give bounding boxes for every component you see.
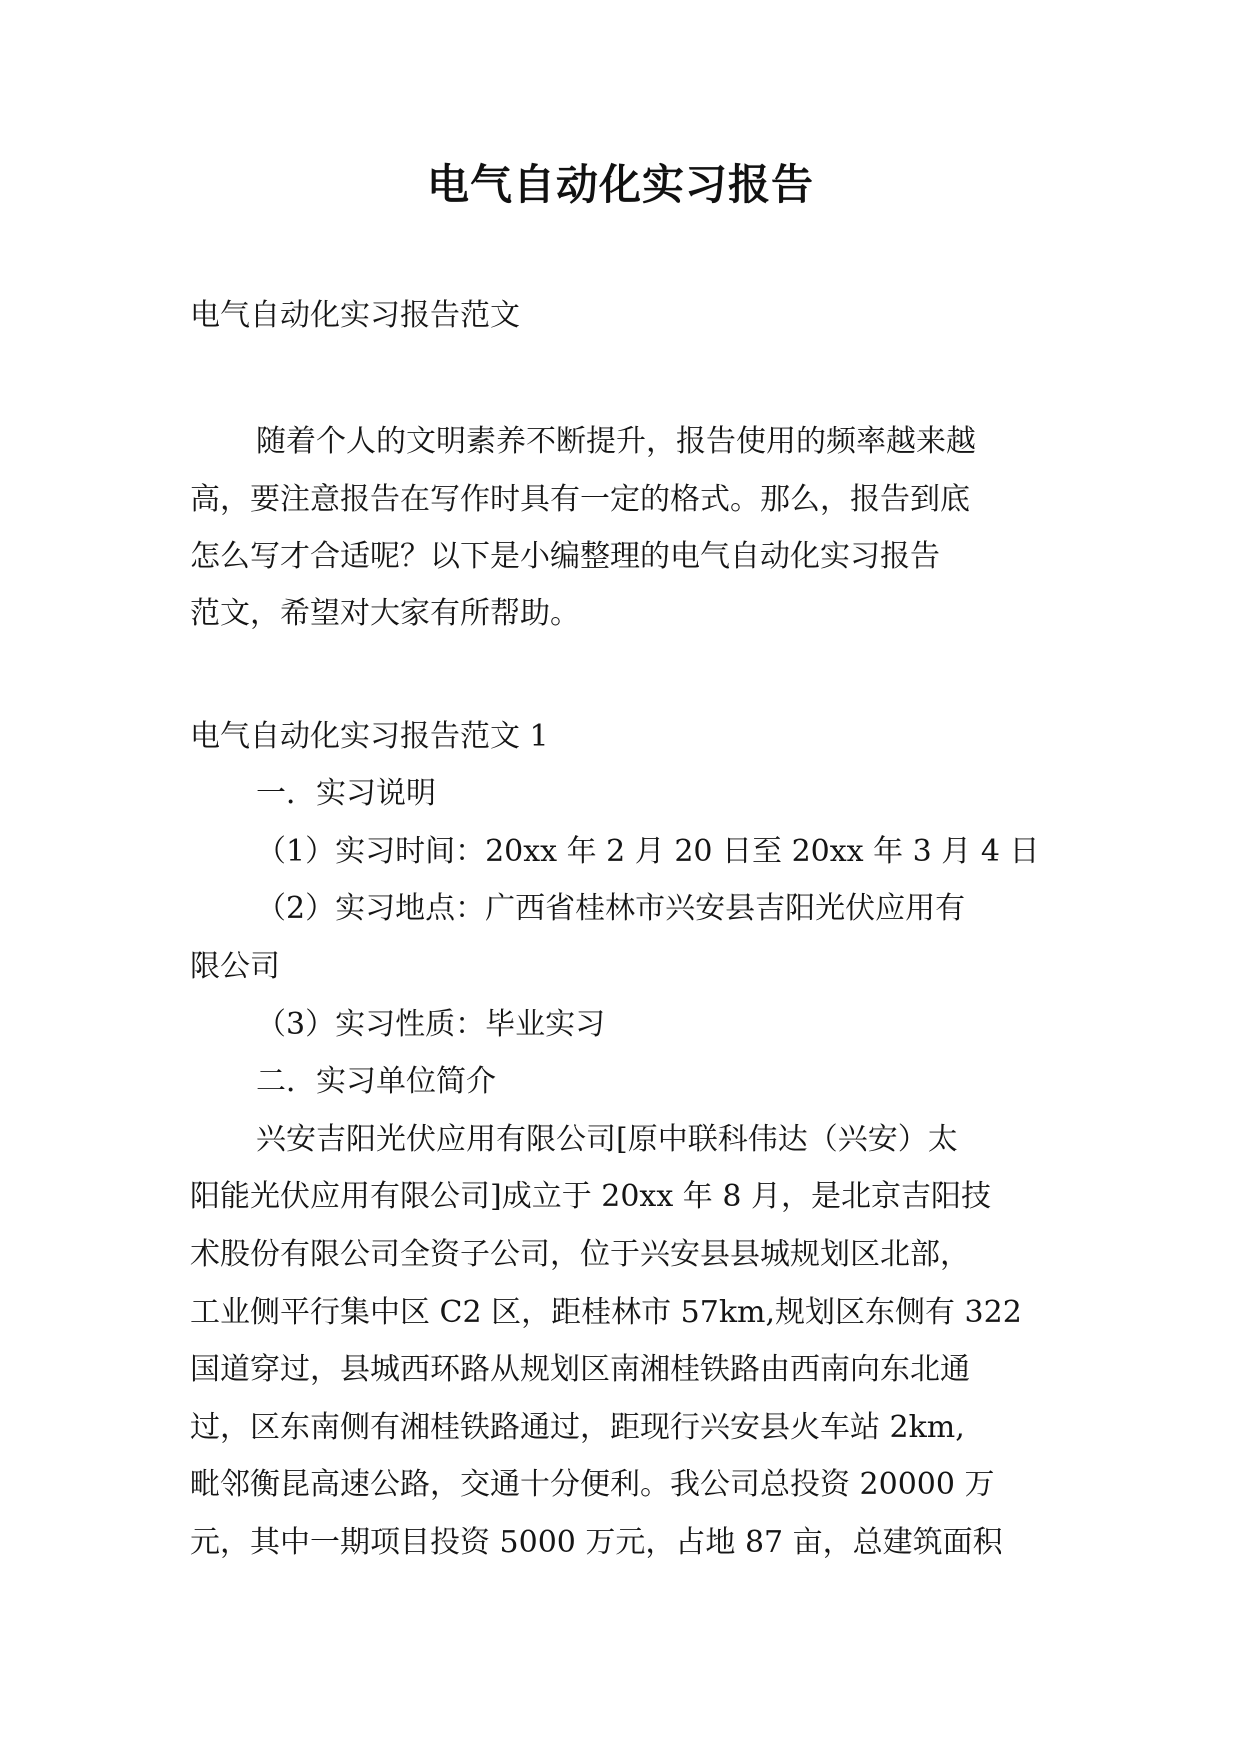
body-line: 术股份有限公司全资子公司，位于兴安县县城规划区北部， <box>190 1237 970 1272</box>
document-title: 电气自动化实习报告 <box>426 160 814 209</box>
body-line: 元，其中一期项目投资 5000 万元，占地 87 亩，总建筑面积 <box>190 1525 1003 1560</box>
body-line: 阳能光伏应用有限公司]成立于 20xx 年 8 月，是北京吉阳技 <box>190 1179 991 1214</box>
heading-company-intro: 二．实习单位简介 <box>256 1064 496 1099</box>
body-line: 过，区东南侧有湘桂铁路通过，距现行兴安县火车站 2km, <box>190 1410 965 1445</box>
document-subtitle: 电气自动化实习报告范文 <box>190 298 520 333</box>
item-internship-location: （2）实习地点：广西省桂林市兴安县吉阳光伏应用有 <box>256 891 966 926</box>
item-internship-nature: （3）实习性质：毕业实习 <box>256 1007 606 1042</box>
section-title: 电气自动化实习报告范文 1 <box>190 719 549 754</box>
body-line: 毗邻衡昆高速公路，交通十分便利。我公司总投资 20000 万 <box>190 1467 995 1502</box>
intro-line: 高，要注意报告在写作时具有一定的格式。那么，报告到底 <box>190 482 970 517</box>
item-internship-location-cont: 限公司 <box>190 949 280 984</box>
intro-line: 怎么写才合适呢？以下是小编整理的电气自动化实习报告 <box>190 539 940 574</box>
body-line: 工业侧平行集中区 C2 区，距桂林市 57km,规划区东侧有 322 <box>190 1295 1022 1330</box>
body-line: 国道穿过，县城西环路从规划区南湘桂铁路由西南向东北通 <box>190 1352 970 1387</box>
item-internship-time: （1）实习时间：20xx 年 2 月 20 日至 20xx 年 3 月 4 日 <box>256 834 1040 869</box>
intro-line: 范文，希望对大家有所帮助。 <box>190 596 580 631</box>
heading-internship-info: 一．实习说明 <box>256 776 436 811</box>
intro-line: 随着个人的文明素养不断提升，报告使用的频率越来越 <box>256 424 976 459</box>
body-line: 兴安吉阳光伏应用有限公司[原中联科伟达（兴安）太 <box>256 1122 958 1157</box>
